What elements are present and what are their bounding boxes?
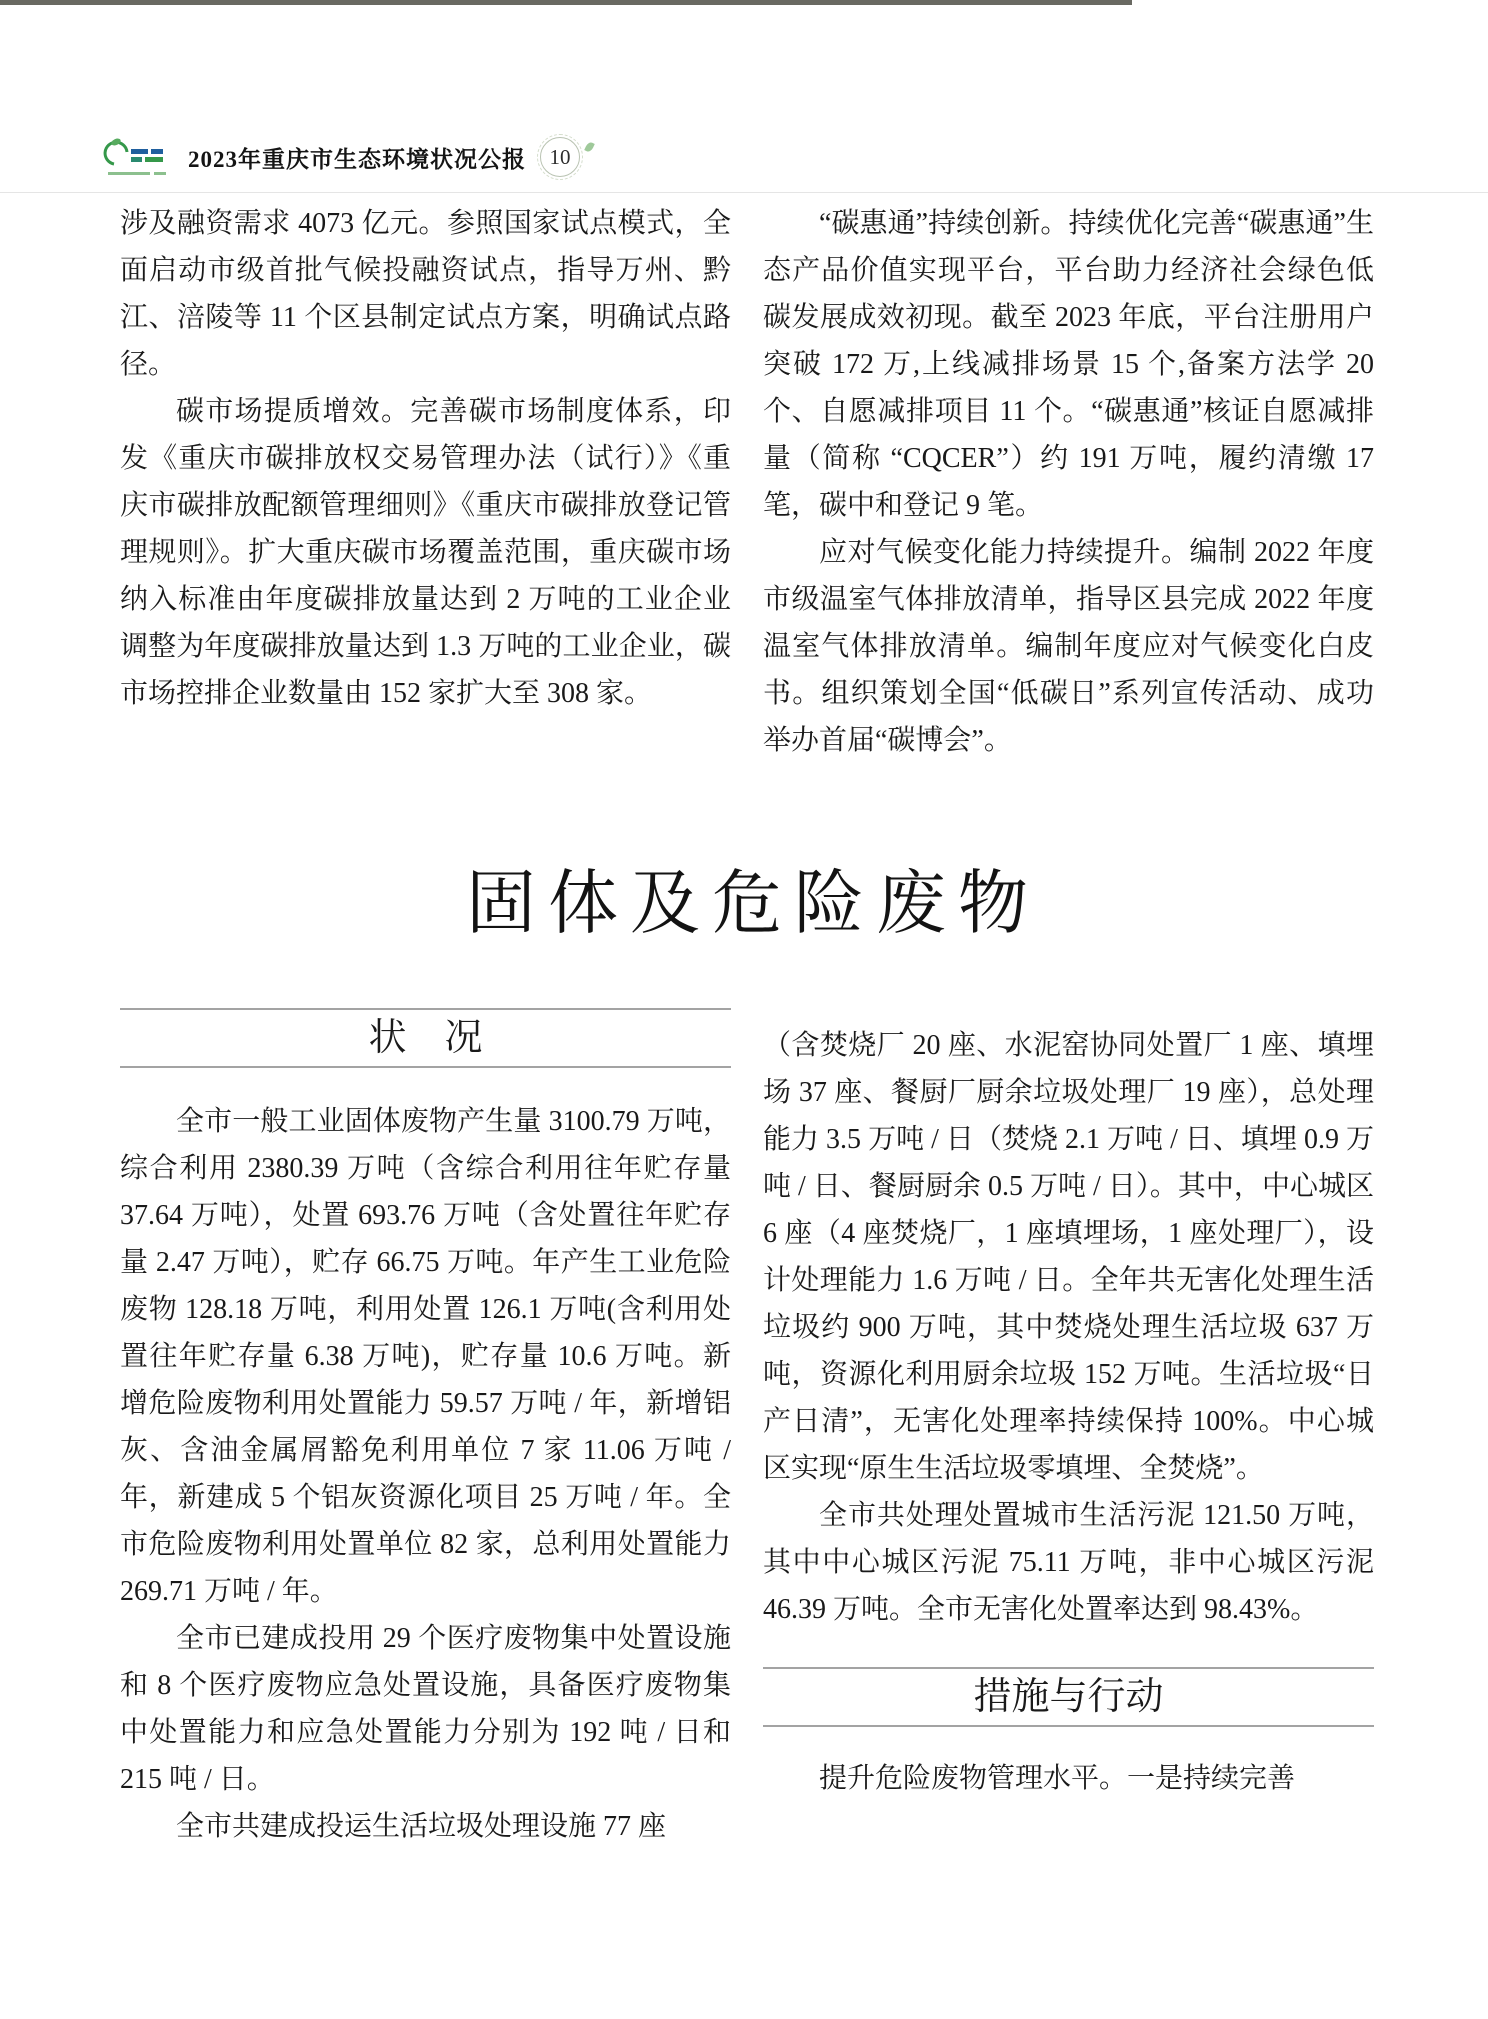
paragraph: （含焚烧厂 20 座、水泥窑协同处置厂 1 座、填埋场 37 座、餐厨厂厨余垃圾处理厂 19 座），总处理能力 3.5 万吨 / 日（焚烧 2.1 万吨 / 日、填埋 0.9 万吨 / 日、餐厨厨余 0.5 万吨 / 日）。其中，中心城区 6 座（4 座焚烧厂，1 座填埋场，1 座处理厂），设计处理能力 1.6 万吨 / 日。全年共无害化处理生活垃圾约 900 万吨，其中焚烧处理生活垃圾 637 万吨，资源化利用厨余垃圾 152 万吨。生活垃圾“日产日清”，无害化处理率持续保持 100%。中心城区实现“原生生活垃圾零填埋、全焚烧”。 — [763, 1030, 1374, 1484]
page-content — [120, 200, 1374, 1850]
paragraph: 全市一般工业固体废物产生量 3100.79 万吨，综合利用 2380.39 万吨（含综合利用往年贮存量 37.64 万吨），处置 693.76 万吨（含处置往年贮存量 2.47 万吨），贮存 66.75 万吨。年产生工业危险废物 128.18 万吨，利用处置 126.1 万吨(含利用处置往年贮存量 6.38 万吨)，贮存量 10.6 万吨。新增危险废物利用处置能力 59.57 万吨 / 年，新增铝灰、含油金属屑豁免利用单位 7 家 11.06 万吨 / 年，新建成 5 个铝灰资源化项目 25 万吨 / 年。全市危险废物利用处置单位 82 家，总利用处置能力 269.71 万吨 / 年。 — [120, 1106, 731, 1607]
carbon-right-column — [763, 200, 1374, 764]
page-number-badge: 10 — [540, 137, 580, 177]
paragraph: 应对气候变化能力持续提升。编制 2022 年度市级温室气体排放清单，指导区县完成 2022 年度温室气体排放清单。编制年度应对气候变化白皮书。组织策划全国“低碳日”系列宣传活动、成功举办首届“碳博会”。 — [763, 537, 1374, 756]
document-title: 2023年重庆市生态环境状况公报 — [188, 146, 526, 172]
measures-heading: 措施与行动 — [763, 1667, 1374, 1727]
eco-bulletin-logo-icon — [100, 134, 174, 180]
status-heading: 状 况 — [120, 1008, 731, 1068]
scan-artifact-strip — [0, 0, 1132, 5]
carbon-left-column — [120, 200, 731, 764]
solid-waste-section — [120, 1008, 1374, 1850]
chapter-title: 固体及危险废物 — [466, 866, 1040, 943]
header-divider — [0, 192, 1488, 193]
paragraph: 全市共处理处置城市生活污泥 121.50 万吨，其中中心城区污泥 75.11 万吨，非中心城区污泥 46.39 万吨。全市无害化处置率达到 98.43%。 — [763, 1500, 1374, 1625]
paragraph: 碳市场提质增效。完善碳市场制度体系，印发《重庆市碳排放权交易管理办法（试行）》《重庆市碳排放配额管理细则》《重庆市碳排放登记管理规则》。扩大重庆碳市场覆盖范围，重庆碳市场纳入标准由年度碳排放量达到 2 万吨的工业企业调整为年度碳排放量达到 1.3 万吨的工业企业，碳市场控排企业数量由 152 家扩大至 308 家。 — [120, 396, 731, 709]
paragraph: 提升危险废物管理水平。一是持续完善 — [819, 1763, 1296, 1794]
paragraph: “碳惠通”持续创新。持续优化完善“碳惠通”生态产品价值实现平台，平台助力经济社会绿色低碳发展成效初现。截至 2023 年底，平台注册用户突破 172 万,上线减排场景 15 个,备案方法学 20 个、自愿减排项目 11 个。“碳惠通”核证自愿减排量（简称 “CQCER”）约 191 万吨，履约清缴 17 笔，碳中和登记 9 笔。 — [763, 208, 1374, 521]
page-header — [100, 126, 1388, 188]
paragraph: 全市已建成投用 29 个医疗废物集中处置设施和 8 个医疗废物应急处置设施，具备医疗废物集中处置能力和应急处置能力分别为 192 吨 / 日和 215 吨 / 日。 — [120, 1623, 731, 1795]
paragraph: 全市共建成投运生活垃圾处理设施 77 座 — [176, 1811, 667, 1842]
paragraph: 涉及融资需求 4073 亿元。参照国家试点模式，全面启动市级首批气候投融资试点，指导万州、黔江、涪陵等 11 个区县制定试点方案，明确试点路径。 — [120, 208, 731, 380]
carbon-topic-section — [120, 200, 1374, 764]
status-right-column — [763, 1008, 1374, 1850]
status-left-column — [120, 1008, 731, 1850]
